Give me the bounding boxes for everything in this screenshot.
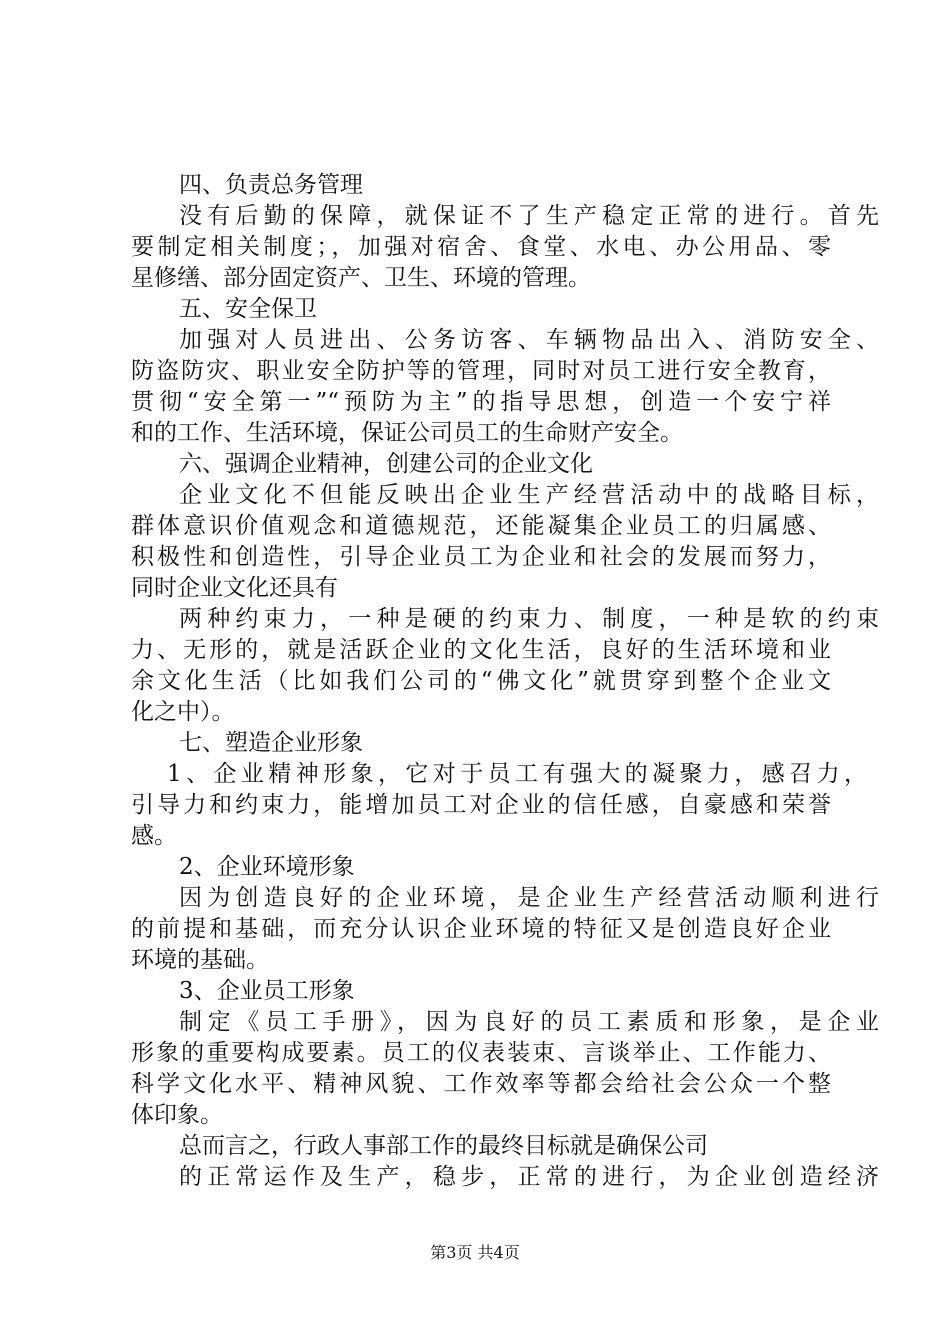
paragraph-line: 两种约束力，一种是硬的约束力、制度，一种是软的约束 xyxy=(179,606,879,632)
paragraph-line: 同时企业文化还具有 xyxy=(131,575,338,601)
paragraph-line: 体印象。 xyxy=(131,1102,223,1128)
paragraph-line: 总而言之，行政人事部工作的最终目标就是确保公司 xyxy=(179,1133,708,1159)
section-heading: 五、安全保卫 xyxy=(179,296,317,322)
section-heading: 六、强调企业精神，创建公司的企业文化 xyxy=(179,451,593,477)
section-heading: 七、塑造企业形象 xyxy=(179,730,363,756)
paragraph-line: 力、无形的，就是活跃企业的文化生活，良好的生活环境和业 xyxy=(131,637,831,663)
paragraph-line: 企业文化不但能反映出企业生产经营活动中的战略目标， xyxy=(179,482,879,508)
paragraph-line: 感。 xyxy=(131,823,177,849)
paragraph-line: 因为创造良好的企业环境，是企业生产经营活动顺利进行 xyxy=(179,885,879,911)
subsection-heading: 3、企业员工形象 xyxy=(179,978,355,1004)
paragraph-line: 贯彻“安全第一”“预防为主”的指导思想，创造一个安宁祥 xyxy=(131,389,831,415)
paragraph-line: 要制定相关制度；，加强对宿舍、食堂、水电、办公用品、零 xyxy=(131,234,831,260)
subsection-heading: 2、企业环境形象 xyxy=(179,854,355,880)
paragraph-line: 的前提和基础，而充分认识企业环境的特征又是创造良好企业 xyxy=(131,916,831,942)
paragraph-line: 防盗防灾、职业安全防护等的管理，同时对员工进行安全教育， xyxy=(131,358,831,384)
page-footer: 第3页 共4页 xyxy=(430,1243,520,1262)
paragraph-line: 环境的基础。 xyxy=(131,947,269,973)
paragraph-line: 余文化生活（比如我们公司的“佛文化”就贯穿到整个企业文 xyxy=(131,668,831,694)
paragraph-line: 引导力和约束力，能增加员工对企业的信任感，自豪感和荣誉 xyxy=(131,792,831,818)
paragraph-line: 的正常运作及生产，稳步，正常的进行，为企业创造经济 xyxy=(179,1164,879,1190)
paragraph-line: 化之中）。 xyxy=(131,699,235,725)
paragraph-line: 没有后勤的保障，就保证不了生产稳定正常的进行。首先 xyxy=(179,203,879,229)
paragraph-line: 群体意识价值观念和道德规范，还能凝集企业员工的归属感、 xyxy=(131,513,831,539)
paragraph-line: 科学文化水平、精神风貌、工作效率等都会给社会公众一个整 xyxy=(131,1071,831,1097)
section-heading: 四、负责总务管理 xyxy=(179,172,363,198)
paragraph-line: 加强对人员进出、公务访客、车辆物品出入、消防安全、 xyxy=(179,327,879,353)
paragraph-line: 积极性和创造性，引导企业员工为企业和社会的发展而努力， xyxy=(131,544,831,570)
document-body xyxy=(131,170,879,1193)
paragraph-line: 星修缮、部分固定资产、卫生、环境的管理。 xyxy=(131,265,591,291)
paragraph-line: 1、企业精神形象，它对于员工有强大的凝聚力，感召力， xyxy=(167,761,867,787)
paragraph-line: 制定《员工手册》，因为良好的员工素质和形象，是企业 xyxy=(179,1009,879,1035)
paragraph-line: 和的工作、生活环境，保证公司员工的生命财产安全。 xyxy=(131,420,683,446)
paragraph-line: 形象的重要构成要素。员工的仪表装束、言谈举止、工作能力、 xyxy=(131,1040,831,1066)
